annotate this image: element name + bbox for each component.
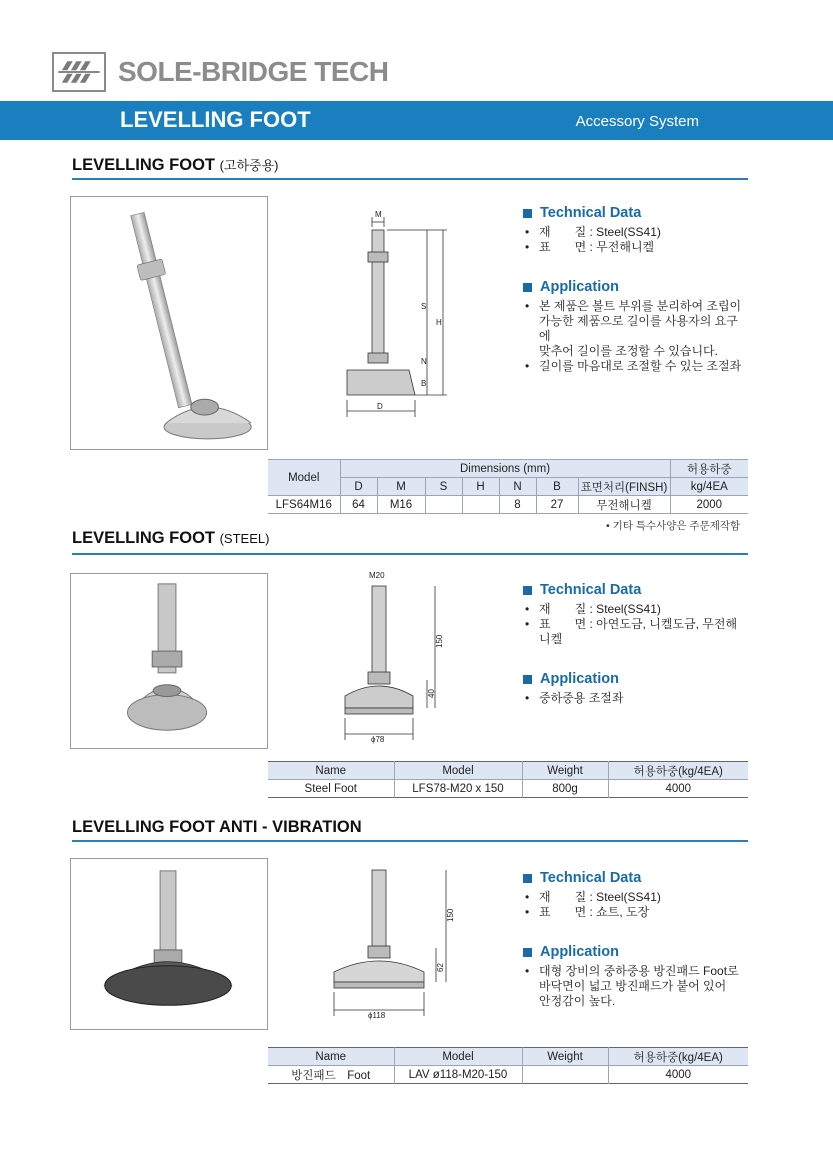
section-1-application-item: 맞추어 길이를 조정할 수 있습니다. — [539, 344, 718, 358]
section-2-technical-heading: Technical Data — [523, 582, 748, 598]
levelling-foot-photo-image — [71, 197, 267, 449]
section-3-technical-item: • 표 면 : 쇼트, 도장 — [523, 905, 748, 920]
table-subheader: S — [425, 478, 462, 496]
section-1-spec-table — [268, 459, 748, 514]
section-2-application-heading: Application — [523, 671, 748, 687]
section-3-title — [72, 818, 362, 837]
dim-height-label: 150 — [435, 634, 444, 648]
anti-vibration-foot-photo-image — [71, 859, 267, 1029]
table-header-name: Name — [268, 762, 394, 780]
table-header-load: 허용하중(kg/4EA) — [608, 762, 748, 780]
brand-name: SOLE-BRIDGE TECH — [118, 56, 389, 87]
section-2-application-item: • 중하중용 조절좌 — [523, 691, 748, 706]
section-2-divider — [72, 553, 748, 555]
table-cell: 8 — [499, 496, 536, 514]
section-3-title-text: LEVELLING FOOT ANTI - VIBRATION — [72, 818, 362, 836]
dim-thread-label: M20 — [369, 571, 385, 580]
table-cell — [462, 496, 499, 514]
section-3-technical-drawing — [328, 862, 463, 1022]
table-cell: LFS78-M20 x 150 — [394, 780, 522, 798]
section-1-info — [523, 205, 748, 374]
section-1-application-item: 가능한 제품으로 길이를 사용자의 요구에 — [539, 314, 738, 343]
table-cell: 방진패드 Foot — [268, 1066, 394, 1084]
section-1-product-photo — [70, 196, 268, 450]
page-title: LEVELLING FOOT — [120, 107, 311, 132]
square-bullet-icon — [523, 948, 532, 957]
dim-s-label: S — [421, 302, 427, 311]
table-header-model: Model — [268, 460, 340, 496]
square-bullet-icon — [523, 586, 532, 595]
table-cell: 4000 — [608, 780, 748, 798]
table-cell: 2000 — [670, 496, 748, 514]
section-3-spec-table — [268, 1047, 748, 1084]
table-cell: LAV ø118-M20-150 — [394, 1066, 522, 1084]
table-subheader: H — [462, 478, 499, 496]
section-2-info — [523, 582, 748, 706]
table-subheader: D — [340, 478, 377, 496]
dim-d-label: D — [377, 402, 383, 411]
table-header-weight: Weight — [522, 1048, 608, 1066]
section-2-spec-table — [268, 761, 748, 798]
square-bullet-icon — [523, 675, 532, 684]
section-1-application-heading: Application — [523, 279, 748, 295]
section-1-title-text: LEVELLING FOOT — [72, 156, 215, 174]
logo-slash-icon — [54, 54, 104, 90]
table-header-load: 허용하중(kg/4EA) — [608, 1048, 748, 1066]
section-3-application-heading: Application — [523, 944, 748, 960]
table-cell: Steel Foot — [268, 780, 394, 798]
section-3-technical-item: • 재 질 : Steel(SS41) — [523, 890, 748, 905]
table-header-name: Name — [268, 1048, 394, 1066]
page-subtitle: Accessory System — [575, 113, 699, 130]
table-row — [268, 780, 748, 798]
section-2-title — [72, 529, 269, 548]
section-2-title-text: LEVELLING FOOT — [72, 529, 215, 547]
section-2-product-photo — [70, 573, 268, 749]
square-bullet-icon — [523, 874, 532, 883]
table-header-dimensions: Dimensions (mm) — [340, 460, 670, 478]
dim-m-label: M — [375, 210, 382, 219]
table-cell: 64 — [340, 496, 377, 514]
table-cell — [522, 1066, 608, 1084]
section-3-product-photo — [70, 858, 268, 1030]
table-subheader: kg/4EA — [670, 478, 748, 496]
table-subheader: M — [377, 478, 425, 496]
section-1-technical-item: • 재 질 : Steel(SS41) — [523, 225, 748, 240]
section-1-technical-item: • 표 면 : 무전해니켈 — [523, 240, 748, 255]
section-2-technical-drawing — [335, 568, 460, 748]
dim-h-label: H — [436, 318, 442, 327]
section-3-divider — [72, 840, 748, 842]
table-row — [268, 1066, 748, 1084]
section-1-divider — [72, 178, 748, 180]
section-2-technical-item: • 표 면 : 아연도금, 니켈도금, 무전해니켈 — [523, 617, 748, 647]
table-subheader: B — [536, 478, 578, 496]
section-1-application-item: • 길이를 마음대로 조절할 수 있는 조절좌 — [523, 359, 748, 374]
section-1-title — [72, 155, 278, 175]
table-cell: 27 — [536, 496, 578, 514]
section-2-title-paren: (STEEL) — [219, 531, 270, 546]
table-header-load: 허용하중 — [670, 460, 748, 478]
table-subheader: 표면처리(FINSH) — [578, 478, 670, 496]
section-1-title-paren: (고하중용) — [219, 158, 279, 173]
table-cell: 4000 — [608, 1066, 748, 1084]
title-banner — [0, 101, 833, 140]
dim-dia-label: ϕ78 — [371, 735, 385, 744]
table-cell: LFS64M16 — [268, 496, 340, 514]
square-bullet-icon — [523, 209, 532, 218]
section-1-technical-heading: Technical Data — [523, 205, 748, 221]
table-header-weight: Weight — [522, 762, 608, 780]
section-3-technical-heading: Technical Data — [523, 870, 748, 886]
section-3-application-item: 안정감이 높다. — [539, 994, 616, 1008]
steel-foot-photo-image — [71, 574, 267, 748]
table-subheader: N — [499, 478, 536, 496]
section-1-application-item: • 본 제품은 볼트 부위를 분리하여 조립이 — [523, 299, 748, 314]
table-cell — [425, 496, 462, 514]
section-3-info — [523, 870, 748, 1009]
dim-base-label: 62 — [436, 963, 445, 972]
dim-base-label: 40 — [427, 689, 436, 698]
section-3-application-item: 바닥면이 넓고 방진패드가 붙어 있어 — [539, 979, 727, 993]
section-2-technical-item: • 재 질 : Steel(SS41) — [523, 602, 748, 617]
table-cell: M16 — [377, 496, 425, 514]
square-bullet-icon — [523, 283, 532, 292]
section-1-technical-drawing — [335, 205, 460, 425]
dim-height-label: 150 — [446, 908, 455, 922]
custom-order-note: • 기타 특수사양은 주문제작함 — [606, 520, 741, 532]
table-cell: 800g — [522, 780, 608, 798]
dim-b-label: B — [421, 379, 427, 388]
table-header-model: Model — [394, 1048, 522, 1066]
dim-dia-label: ϕ118 — [368, 1011, 386, 1020]
table-cell: 무전해니켈 — [578, 496, 670, 514]
dim-n-label: N — [421, 357, 427, 366]
table-row — [268, 496, 748, 514]
table-header-model: Model — [394, 762, 522, 780]
brand-logo — [52, 52, 106, 92]
section-3-application-item: • 대형 장비의 중하중용 방진패드 Foot로 — [523, 964, 748, 979]
